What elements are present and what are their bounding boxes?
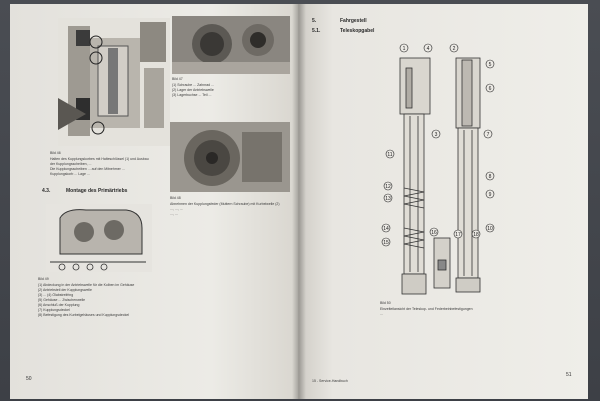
left-page-number: 50 [26, 376, 32, 382]
figure-b-text-line: (1) Schraube ... Zahnrad ... [172, 83, 215, 87]
svg-text:9: 9 [488, 192, 492, 198]
svg-text:6: 6 [488, 86, 492, 92]
callout-9 [486, 190, 494, 198]
svg-text:8: 8 [488, 174, 492, 180]
svg-text:13: 13 [385, 196, 391, 202]
clutch-gear-photo [170, 122, 290, 192]
chapter-number: 5. [312, 18, 317, 24]
callout-11 [386, 150, 394, 158]
figure-a-text-line: Die Kupplungsscheiben ... auf den Mitnehmer ... [50, 167, 125, 171]
section-number: 4.3. [42, 188, 51, 194]
callout-15 [382, 238, 390, 246]
figure-d-text-line: (7) Kupplungsdeckel [38, 308, 70, 312]
fork-figure-text-line: Einzelteilansicht der Teleskop- und Federbeinbefestigungen [380, 307, 473, 311]
callout-4 [424, 44, 432, 52]
right-page [298, 4, 588, 399]
figure-d-text-line: (5) Gehäuse ... Zwischenwelle [38, 298, 86, 302]
figure-a-caption: Bild 46 [50, 151, 61, 155]
callout-2 [450, 44, 458, 52]
svg-text:7: 7 [486, 132, 490, 138]
right-section-number: 5.1. [312, 28, 321, 34]
callout-18 [472, 230, 480, 238]
figure-d-caption: Bild 49 [38, 277, 49, 281]
figure-a-text-line: Halten des Kupplungskorbes mit Halteschlüssel (1) und Ausbau [50, 157, 149, 161]
right-section-title: Teleskopgabel [340, 28, 375, 34]
fork-figure-caption: Bild 50 [380, 301, 391, 305]
engine-diagram [46, 204, 152, 272]
figure-d-text-line: (6) Anschluß der Kupplung [38, 303, 80, 307]
svg-text:11: 11 [387, 152, 393, 158]
svg-text:2: 2 [452, 46, 456, 52]
callout-5 [486, 60, 494, 68]
svg-text:4: 4 [426, 46, 430, 52]
right-page-number: 51 [566, 372, 572, 378]
left-page [10, 4, 298, 399]
svg-text:14: 14 [383, 226, 389, 232]
callout-12 [384, 182, 392, 190]
svg-text:1: 1 [402, 46, 406, 52]
section-title: Montage des Primärtriebs [66, 188, 128, 194]
figure-c-caption: Bild 48 [170, 196, 181, 200]
callout-7 [484, 130, 492, 138]
callout-17 [454, 230, 462, 238]
figure-c-text-line: ..., ..., ... [170, 207, 183, 211]
svg-text:5: 5 [488, 62, 492, 68]
callout-14 [382, 224, 390, 232]
callout-8 [486, 172, 494, 180]
figure-a-text-line: der Kupplungsscheiben, ... [50, 162, 92, 166]
book-gutter [292, 4, 306, 399]
figure-b-caption: Bild 47 [172, 77, 183, 81]
callout-13 [384, 194, 392, 202]
svg-text:3: 3 [434, 132, 438, 138]
callout-6 [486, 84, 494, 92]
callout-1 [400, 44, 408, 52]
footer-text: 15 - Service-Handbuch [312, 379, 348, 383]
telescopic-fork-drawing [378, 38, 528, 300]
figure-b-text-line: (2) Lager der Antriebswelle [172, 88, 214, 92]
svg-text:10: 10 [487, 226, 493, 232]
svg-text:16: 16 [431, 230, 437, 236]
clutch-illustration [58, 18, 170, 146]
figure-c-text-line: Abnehmen der Kupplungsfeder (Muttern Schraube) mit Kurbelwelle (2) [170, 202, 280, 206]
callout-3 [432, 130, 440, 138]
fork-figure-text-line: ... [380, 312, 383, 316]
figure-d-text-line: (3) ... (4) Ölabstreifring [38, 293, 74, 297]
figure-a-text-line: Kupplungskorb ... Lage ... [50, 172, 90, 176]
figure-d-text-line: (8) Befestigung des Kurbelgehäuses und Kupplungsdeckel [38, 313, 130, 317]
svg-text:12: 12 [385, 184, 391, 190]
callout-16 [430, 228, 438, 236]
figure-b-text-line: (3) Lagerbuchse ... Teil ... [172, 93, 212, 97]
svg-text:17: 17 [455, 232, 461, 238]
svg-text:18: 18 [473, 232, 479, 238]
figure-c-text-line: ..., ... [170, 212, 178, 216]
figure-d-text-line: (2) Antriebsteil der Kupplungswelle [38, 288, 92, 292]
callout-10 [486, 224, 494, 232]
chapter-title: Fahrgestell [340, 18, 367, 24]
gear-photo [172, 16, 290, 74]
figure-d-text-line: (1) Abdeckung in der Antriebswelle für die Kolben im Gehäuse [38, 283, 135, 287]
svg-text:15: 15 [383, 240, 389, 246]
